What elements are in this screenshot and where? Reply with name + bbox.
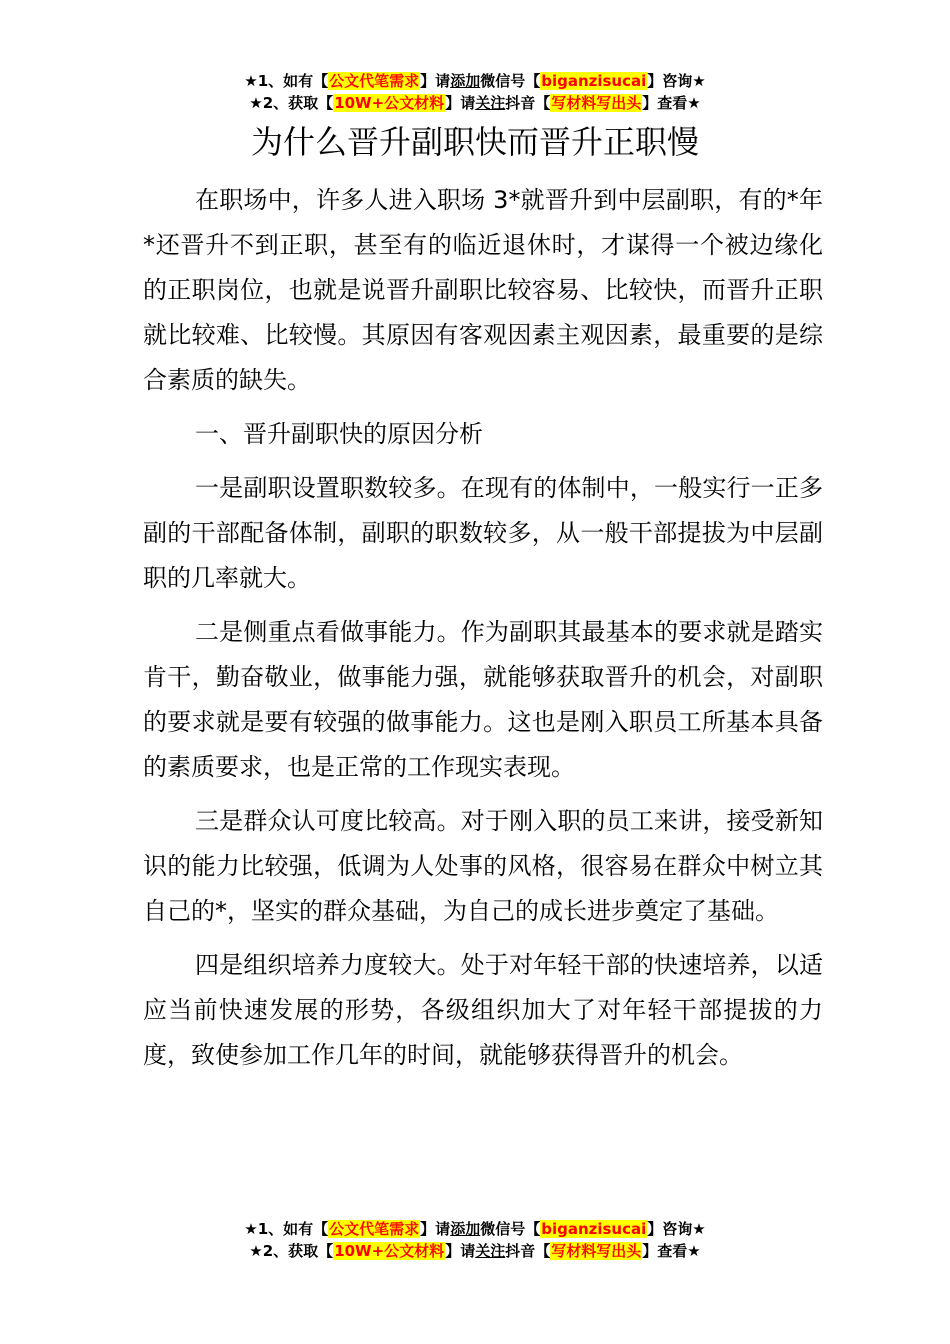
header-banner: [0, 70, 950, 114]
banner-highlight: 写材料写出头: [551, 1242, 642, 1260]
banner-highlight: 写材料写出头: [551, 94, 642, 112]
banner-line-2: [0, 92, 950, 114]
banner-text: 】请: [445, 1242, 476, 1260]
banner-highlight: 公文代笔需求: [329, 72, 420, 90]
banner-text: 】请: [420, 1220, 451, 1238]
document-body: [143, 178, 823, 1087]
banner-line-1: [0, 70, 950, 92]
banner-text: 】咨询★: [647, 1220, 706, 1238]
banner-line-1: [0, 1218, 950, 1240]
banner-highlight: biganzisucai: [541, 1220, 647, 1238]
footer-banner: [0, 1218, 950, 1262]
banner-text: 】查看★: [642, 1242, 701, 1260]
paragraph-point-1: 一是副职设置职数较多。在现有的体制中，一般实行一正多副的干部配备体制，副职的职数较多，从一般干部提拔为中层副职的几率就大。: [143, 474, 823, 592]
banner-highlight: 公文代笔需求: [329, 1220, 420, 1238]
banner-highlight: 10W+公文材料: [334, 1242, 445, 1260]
paragraph-point-2: 二是侧重点看做事能力。作为副职其最基本的要求就是踏实肯干，勤奋敬业，做事能力强，就能够获取晋升的机会，对副职的要求就是要有较强的做事能力。这也是刚入职员工所基本具备的素质要求，也是正常的工作现实表现。: [143, 618, 823, 781]
paragraph-point-4: 四是组织培养力度较大。处于对年轻干部的快速培养，以适应当前快速发展的形势，各级组织加大了对年轻干部提拔的力度，致使参加工作几年的时间，就能够获得晋升的机会。: [143, 951, 823, 1069]
banner-text: 抖音【: [505, 1242, 551, 1260]
banner-underline: 添加: [450, 72, 481, 90]
banner-text: ★2、获取【: [249, 94, 334, 112]
banner-text: ★1、如有【: [244, 72, 329, 90]
banner-underline: 关注: [475, 1242, 506, 1260]
banner-text: ★1、如有【: [244, 1220, 329, 1238]
banner-underline: 关注: [475, 94, 506, 112]
banner-text: 】咨询★: [647, 72, 706, 90]
section-heading: 一、晋升副职快的原因分析: [195, 420, 483, 448]
banner-text: 】查看★: [642, 94, 701, 112]
banner-line-2: [0, 1240, 950, 1262]
banner-text: 微信号【: [480, 72, 541, 90]
banner-highlight: biganzisucai: [541, 72, 647, 90]
banner-text: 】请: [420, 72, 451, 90]
banner-text: ★2、获取【: [249, 1242, 334, 1260]
paragraph-intro: 在职场中，许多人进入职场 3*就晋升到中层副职，有的*年*还晋升不到正职，甚至有的临近退休时，才谋得一个被边缘化的正职岗位，也就是说晋升副职比较容易、比较快，而晋升正职就比较难、比较慢。其原因有客观因素主观因素，最重要的是综合素质的缺失。: [143, 186, 823, 394]
paragraph-point-3: 三是群众认可度比较高。对于刚入职的员工来讲，接受新知识的能力比较强，低调为人处事的风格，很容易在群众中树立其自己的*，坚实的群众基础，为自己的成长进步奠定了基础。: [143, 807, 823, 925]
banner-text: 微信号【: [480, 1220, 541, 1238]
banner-text: 抖音【: [505, 94, 551, 112]
page-title: 为什么晋升副职快而晋升正职慢: [250, 123, 699, 161]
banner-underline: 添加: [450, 1220, 481, 1238]
banner-text: 】请: [445, 94, 476, 112]
banner-highlight: 10W+公文材料: [334, 94, 445, 112]
